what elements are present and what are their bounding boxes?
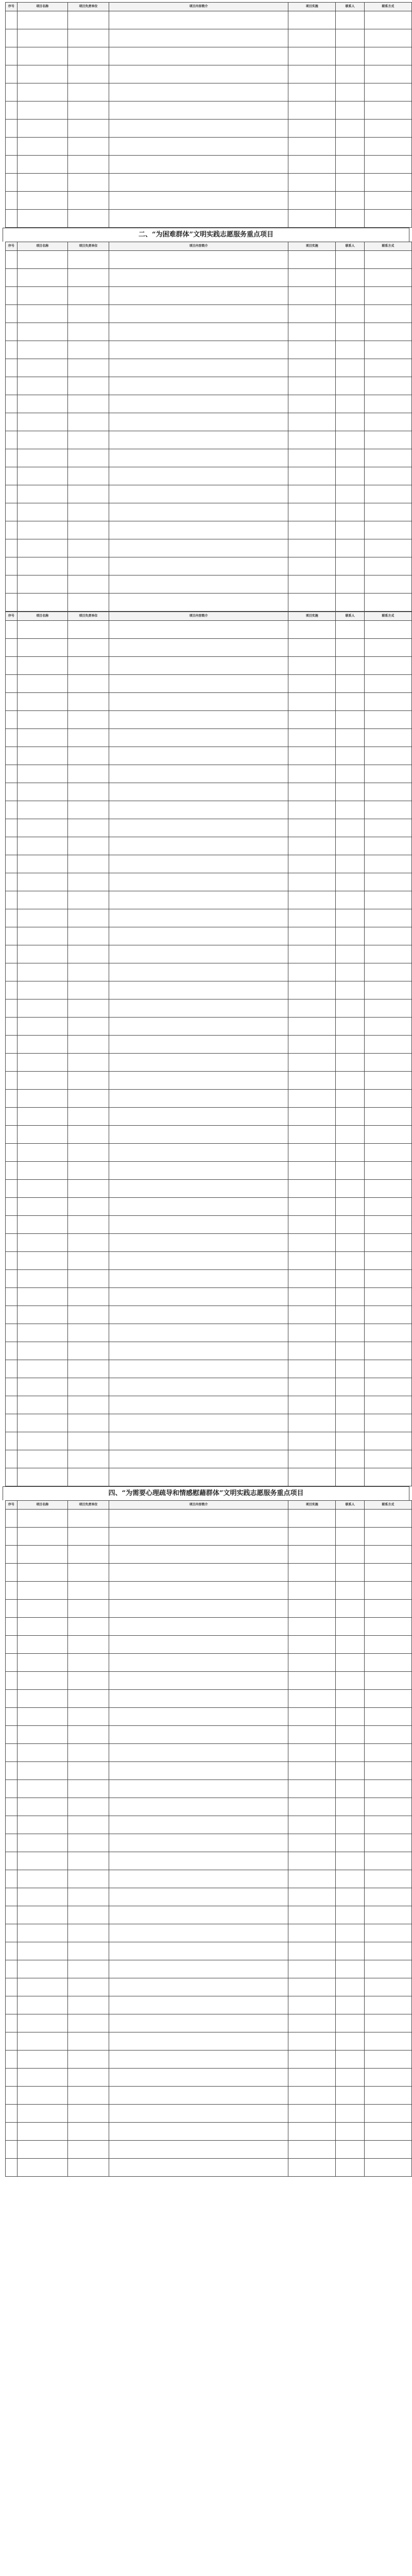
header-no: 序号 (6, 612, 18, 621)
table-row (6, 927, 412, 945)
table-row (6, 2014, 412, 2032)
table-row (6, 359, 412, 377)
table-row (6, 1342, 412, 1360)
table-row (6, 783, 412, 801)
table-row (6, 1306, 412, 1324)
header-contact: 联系人 (336, 242, 364, 251)
table-row (6, 1360, 412, 1378)
table-body (6, 11, 412, 228)
table-row (6, 594, 412, 612)
table-row (6, 449, 412, 467)
table-row (6, 1546, 412, 1564)
table-row (6, 2159, 412, 2177)
header-area: 项目实施 (288, 242, 336, 251)
table-row (6, 269, 412, 287)
table-row (6, 1468, 412, 1486)
section-heading: 四、“为需要心理疏导和情感慰藉群体”文明实践志愿服务重点项目 (3, 1486, 409, 1500)
table-row (6, 174, 412, 192)
table-row (6, 1582, 412, 1600)
table-row (6, 1654, 412, 1672)
table-row (6, 431, 412, 449)
table-header-row (6, 242, 412, 251)
table-row (6, 1288, 412, 1306)
table-row (6, 2069, 412, 2087)
table-row (6, 1396, 412, 1414)
table-row (6, 1618, 412, 1636)
table-row (6, 377, 412, 395)
table-header-row (6, 3, 412, 11)
header-no: 序号 (6, 1501, 18, 1510)
table-row (6, 1726, 412, 1744)
table-row (6, 837, 412, 855)
section-3 (3, 612, 409, 1486)
table-row (6, 2105, 412, 2123)
table-row (6, 963, 412, 981)
header-no: 序号 (6, 3, 18, 11)
header-content: 项目内容简介 (109, 1501, 288, 1510)
table-row (6, 675, 412, 693)
header-phone: 联系方式 (364, 242, 411, 251)
table-row (6, 1816, 412, 1834)
table-row (6, 539, 412, 557)
table-row (6, 1888, 412, 1906)
table-row (6, 1672, 412, 1690)
section-2 (3, 228, 409, 612)
table-row (6, 138, 412, 156)
project-table-1 (5, 2, 412, 228)
table-row (6, 621, 412, 639)
table-row (6, 1600, 412, 1618)
table-row (6, 1564, 412, 1582)
table-body (6, 251, 412, 612)
table-row (6, 1834, 412, 1852)
table-body (6, 1510, 412, 2177)
table-row (6, 1414, 412, 1432)
header-project-name: 项目名称 (17, 3, 67, 11)
header-unit: 项目负责单位 (67, 242, 109, 251)
table-row (6, 1708, 412, 1726)
header-content: 项目内容简介 (109, 242, 288, 251)
table-row (6, 945, 412, 963)
project-table-4 (5, 1500, 412, 2177)
table-row (6, 2123, 412, 2141)
table-row (6, 1450, 412, 1468)
table-row (6, 1108, 412, 1126)
table-row (6, 2032, 412, 2050)
table-row (6, 1072, 412, 1090)
table-row (6, 557, 412, 575)
table-row (6, 1870, 412, 1888)
header-unit: 项目负责单位 (67, 1501, 109, 1510)
table-row (6, 729, 412, 747)
table-row (6, 873, 412, 891)
table-row (6, 1780, 412, 1798)
table-row (6, 120, 412, 138)
table-row (6, 1198, 412, 1216)
table-row (6, 323, 412, 341)
table-row (6, 47, 412, 65)
table-row (6, 1798, 412, 1816)
table-row (6, 305, 412, 323)
table-row (6, 1744, 412, 1762)
table-row (6, 2087, 412, 2105)
table-row (6, 1942, 412, 1960)
table-row (6, 485, 412, 503)
header-contact: 联系人 (336, 1501, 364, 1510)
table-row (6, 1996, 412, 2014)
header-project-name: 项目名称 (17, 612, 67, 621)
table-row (6, 1090, 412, 1108)
table-row (6, 693, 412, 711)
table-row (6, 521, 412, 539)
table-row (6, 1528, 412, 1546)
table-row (6, 1324, 412, 1342)
table-row (6, 747, 412, 765)
table-row (6, 1036, 412, 1054)
header-area: 项目实施 (288, 612, 336, 621)
table-row (6, 819, 412, 837)
table-row (6, 1906, 412, 1924)
table-row (6, 1378, 412, 1396)
table-row (6, 981, 412, 999)
table-row (6, 1270, 412, 1288)
table-row (6, 210, 412, 228)
table-header-row (6, 1501, 412, 1510)
table-row (6, 1762, 412, 1780)
table-row (6, 1690, 412, 1708)
table-row (6, 2050, 412, 2069)
table-row (6, 1852, 412, 1870)
table-row (6, 341, 412, 359)
table-row (6, 83, 412, 101)
header-no: 序号 (6, 242, 18, 251)
header-area: 项目实施 (288, 1501, 336, 1510)
table-row (6, 1216, 412, 1234)
table-row (6, 1054, 412, 1072)
header-unit: 项目负责单位 (67, 612, 109, 621)
table-row (6, 1978, 412, 1996)
table-row (6, 1126, 412, 1144)
header-area: 项目实施 (288, 3, 336, 11)
header-phone: 联系方式 (364, 3, 411, 11)
table-row (6, 101, 412, 120)
table-row (6, 639, 412, 657)
table-row (6, 11, 412, 29)
table-row (6, 801, 412, 819)
table-row (6, 65, 412, 83)
table-row (6, 156, 412, 174)
table-header-row (6, 612, 412, 621)
table-row (6, 287, 412, 305)
header-contact: 联系人 (336, 612, 364, 621)
table-row (6, 765, 412, 783)
table-row (6, 1432, 412, 1450)
table-row (6, 1018, 412, 1036)
table-row (6, 1510, 412, 1528)
header-contact: 联系人 (336, 3, 364, 11)
table-row (6, 575, 412, 594)
section-1 (3, 2, 409, 228)
table-row (6, 467, 412, 485)
table-row (6, 1252, 412, 1270)
section-4 (3, 1486, 409, 2177)
table-row (6, 1636, 412, 1654)
table-row (6, 2141, 412, 2159)
table-row (6, 909, 412, 927)
table-row (6, 1144, 412, 1162)
header-phone: 联系方式 (364, 1501, 411, 1510)
table-row (6, 503, 412, 521)
table-row (6, 999, 412, 1018)
header-project-name: 项目名称 (17, 1501, 67, 1510)
table-row (6, 855, 412, 873)
table-row (6, 413, 412, 431)
table-row (6, 251, 412, 269)
project-table-2 (5, 242, 412, 612)
table-row (6, 1162, 412, 1180)
table-row (6, 1924, 412, 1942)
table-row (6, 29, 412, 47)
table-row (6, 711, 412, 729)
project-table-3 (5, 612, 412, 1486)
header-phone: 联系方式 (364, 612, 411, 621)
header-unit: 项目负责单位 (67, 3, 109, 11)
header-project-name: 项目名称 (17, 242, 67, 251)
table-row (6, 891, 412, 909)
table-row (6, 192, 412, 210)
table-row (6, 395, 412, 413)
table-row (6, 1960, 412, 1978)
header-content: 项目内容简介 (109, 3, 288, 11)
section-heading: 二、“为困难群体”文明实践志愿服务重点项目 (3, 228, 409, 242)
table-row (6, 1234, 412, 1252)
table-row (6, 657, 412, 675)
table-row (6, 1180, 412, 1198)
table-body (6, 621, 412, 1486)
header-content: 项目内容简介 (109, 612, 288, 621)
